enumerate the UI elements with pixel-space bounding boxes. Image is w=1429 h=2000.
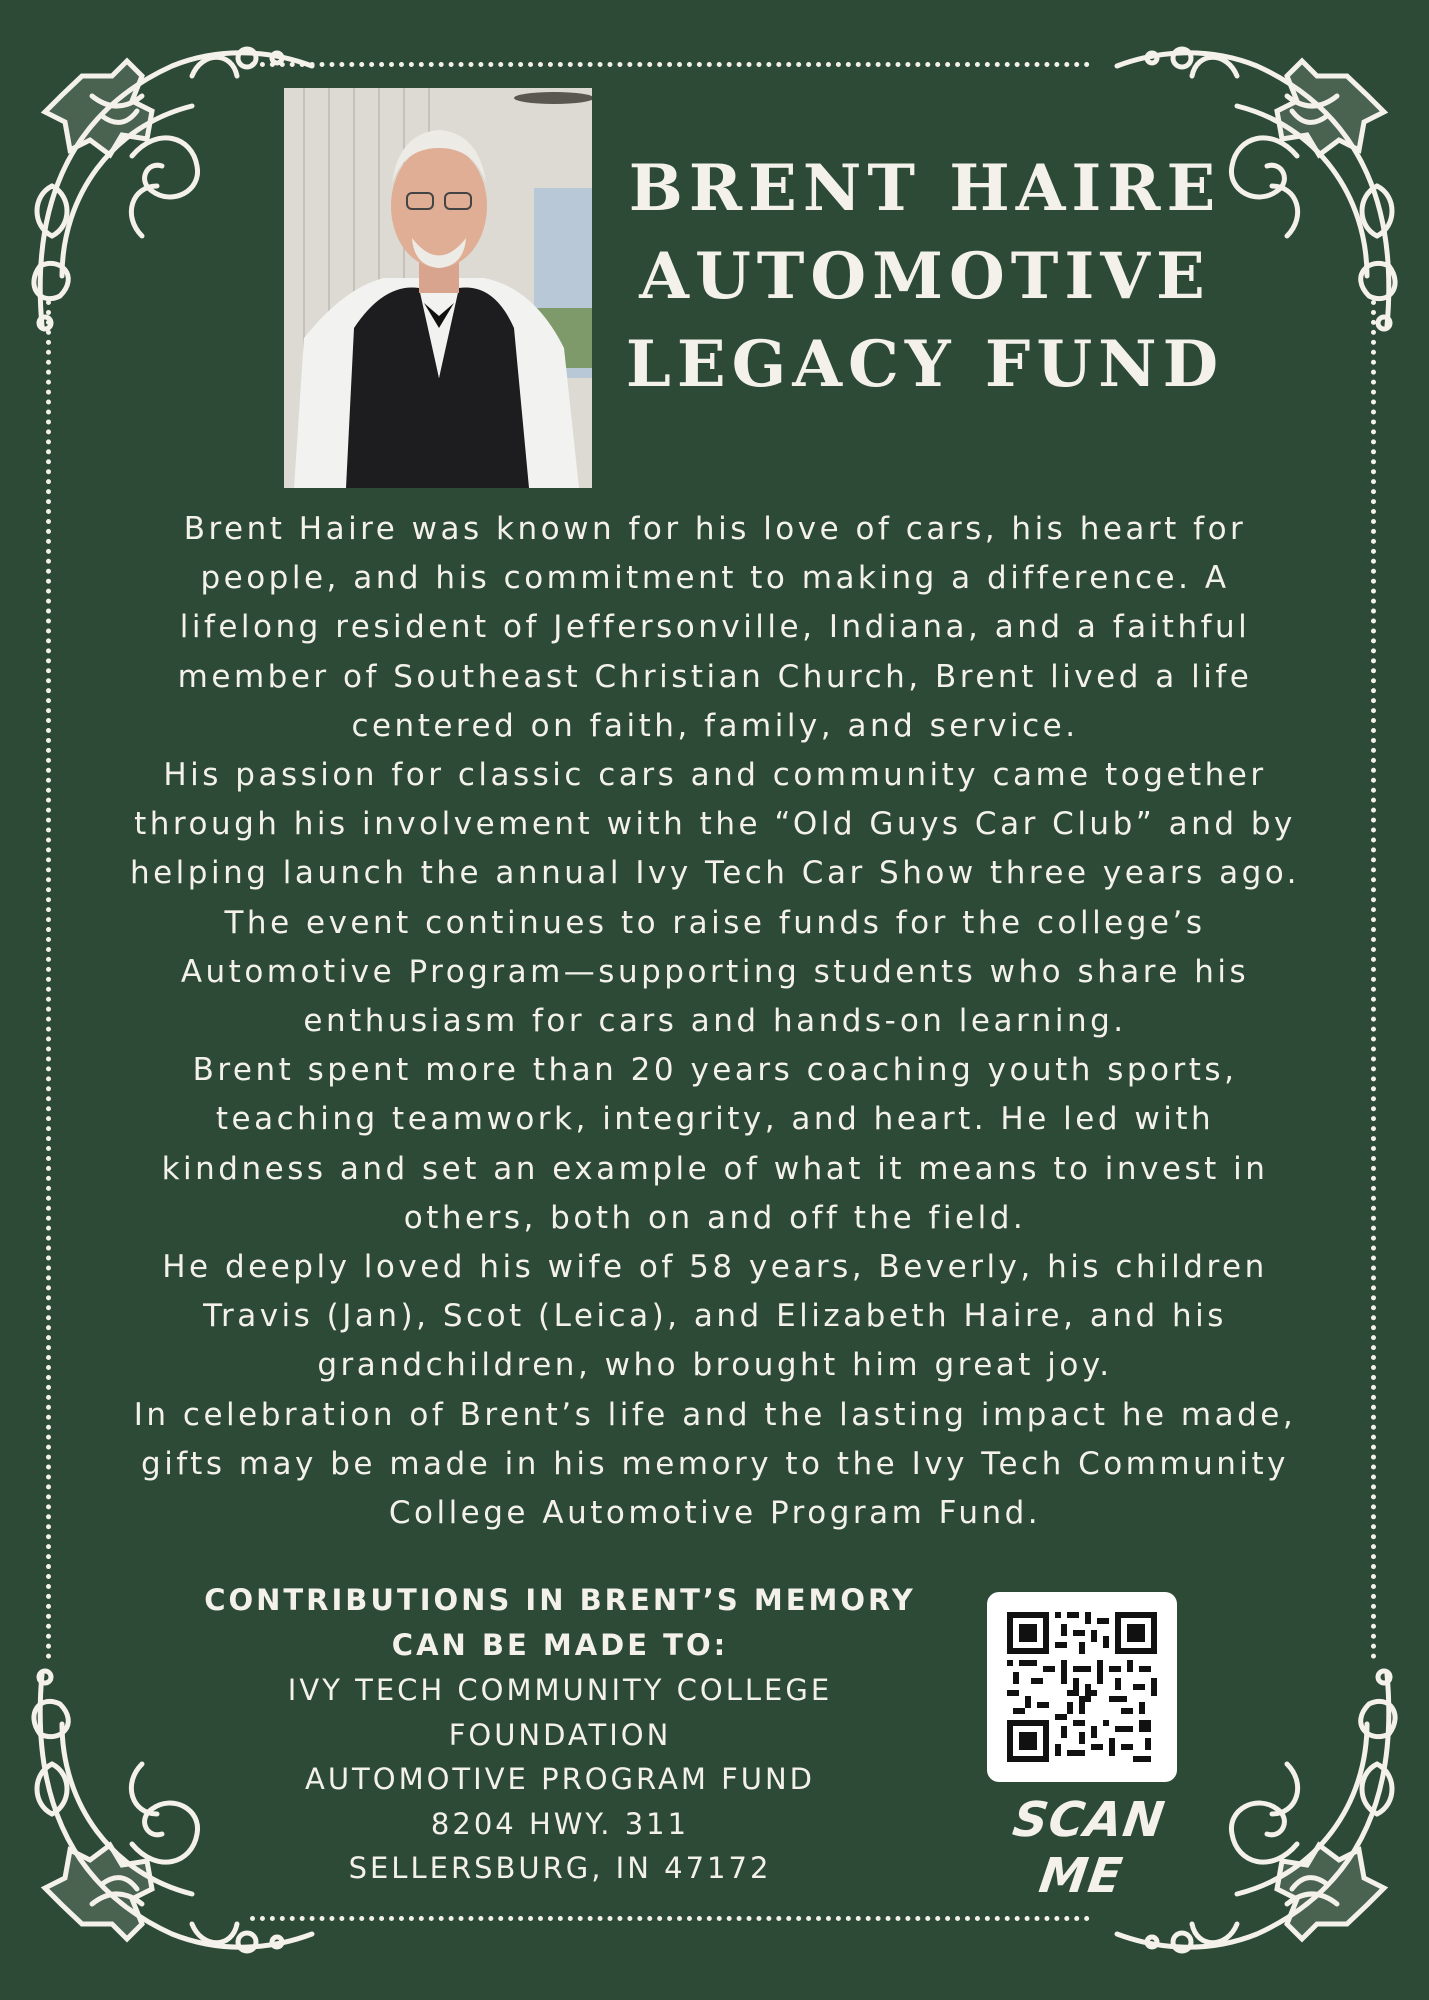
bio-line: The event continues to raise funds for the college’s [224, 904, 1206, 941]
address-line: IVY TECH COMMUNITY COLLEGE [287, 1673, 833, 1707]
bio-line: others, both on and off the field. [403, 1199, 1027, 1236]
floral-ornament-icon [22, 36, 322, 336]
address-line: SELLERSBURG, IN 47172 [348, 1851, 772, 1885]
page-title [610, 145, 1240, 409]
bio-line: Brent Haire was known for his love of cars, his heart for [183, 511, 1247, 547]
frame-top-border [250, 62, 1090, 67]
bio-line: He deeply loved his wife of 58 years, Beverly, his children [162, 1249, 1268, 1286]
bio-line: Brent spent more than 20 years coaching youth sports, [192, 1052, 1238, 1089]
bio-line: grandchildren, who brought him great joy. [317, 1347, 1113, 1384]
title-line: LEGACY FUND [625, 327, 1225, 402]
frame-bottom-border [250, 1916, 1090, 1921]
bio-line: member of Southeast Christian Church, Brent lived a life [177, 658, 1253, 695]
contributions-heading: CONTRIBUTIONS IN BRENT’S MEMORY [204, 1583, 916, 1617]
frame-left-border [46, 300, 51, 1660]
bio-line: enthusiasm for cars and hands-on learning. [303, 1003, 1127, 1040]
contributions-heading: CAN BE MADE TO: [391, 1628, 729, 1662]
portrait-photo [284, 88, 592, 488]
address-line: 8204 HWY. 311 [430, 1806, 690, 1841]
bio-line: College Automotive Program Fund. [388, 1495, 1042, 1532]
frame-right-border [1371, 300, 1376, 1660]
bio-line: Travis (Jan), Scot (Leica), and Elizabeth Haire, and his [203, 1298, 1227, 1335]
bio-line: lifelong resident of Jeffersonville, Indiana, and a faithful [179, 609, 1251, 646]
biography-text [70, 505, 1360, 1538]
bio-line: people, and his commitment to making a difference. A [200, 560, 1230, 597]
bio-line: helping launch the annual Ivy Tech Car Show three years ago. [129, 855, 1301, 892]
scan-me-label: SCAN ME [1009, 1792, 1169, 1904]
contributions-section [170, 1578, 950, 1891]
title-line: BRENT HAIRE [628, 151, 1222, 226]
bio-line: centered on faith, family, and service. [351, 707, 1079, 744]
bio-line: Automotive Program—supporting students who share his [180, 953, 1250, 990]
bio-line: teaching teamwork, integrity, and heart. He led with [215, 1101, 1215, 1138]
address-line: AUTOMOTIVE PROGRAM FUND [304, 1762, 816, 1796]
bio-line: kindness and set an example of what it means to invest in [161, 1150, 1269, 1187]
bio-line: His passion for classic cars and community came together [163, 757, 1267, 794]
bio-line: through his involvement with the “Old Guys Car Club” and by [134, 806, 1296, 843]
qr-code-icon [1007, 1612, 1157, 1762]
title-line: AUTOMOTIVE [639, 239, 1211, 314]
bio-line: In celebration of Brent’s life and the lasting impact he made, [133, 1396, 1297, 1433]
bio-line: gifts may be made in his memory to the Ivy Tech Community [141, 1445, 1289, 1482]
address-line: FOUNDATION [448, 1717, 672, 1752]
qr-code[interactable] [987, 1592, 1177, 1782]
